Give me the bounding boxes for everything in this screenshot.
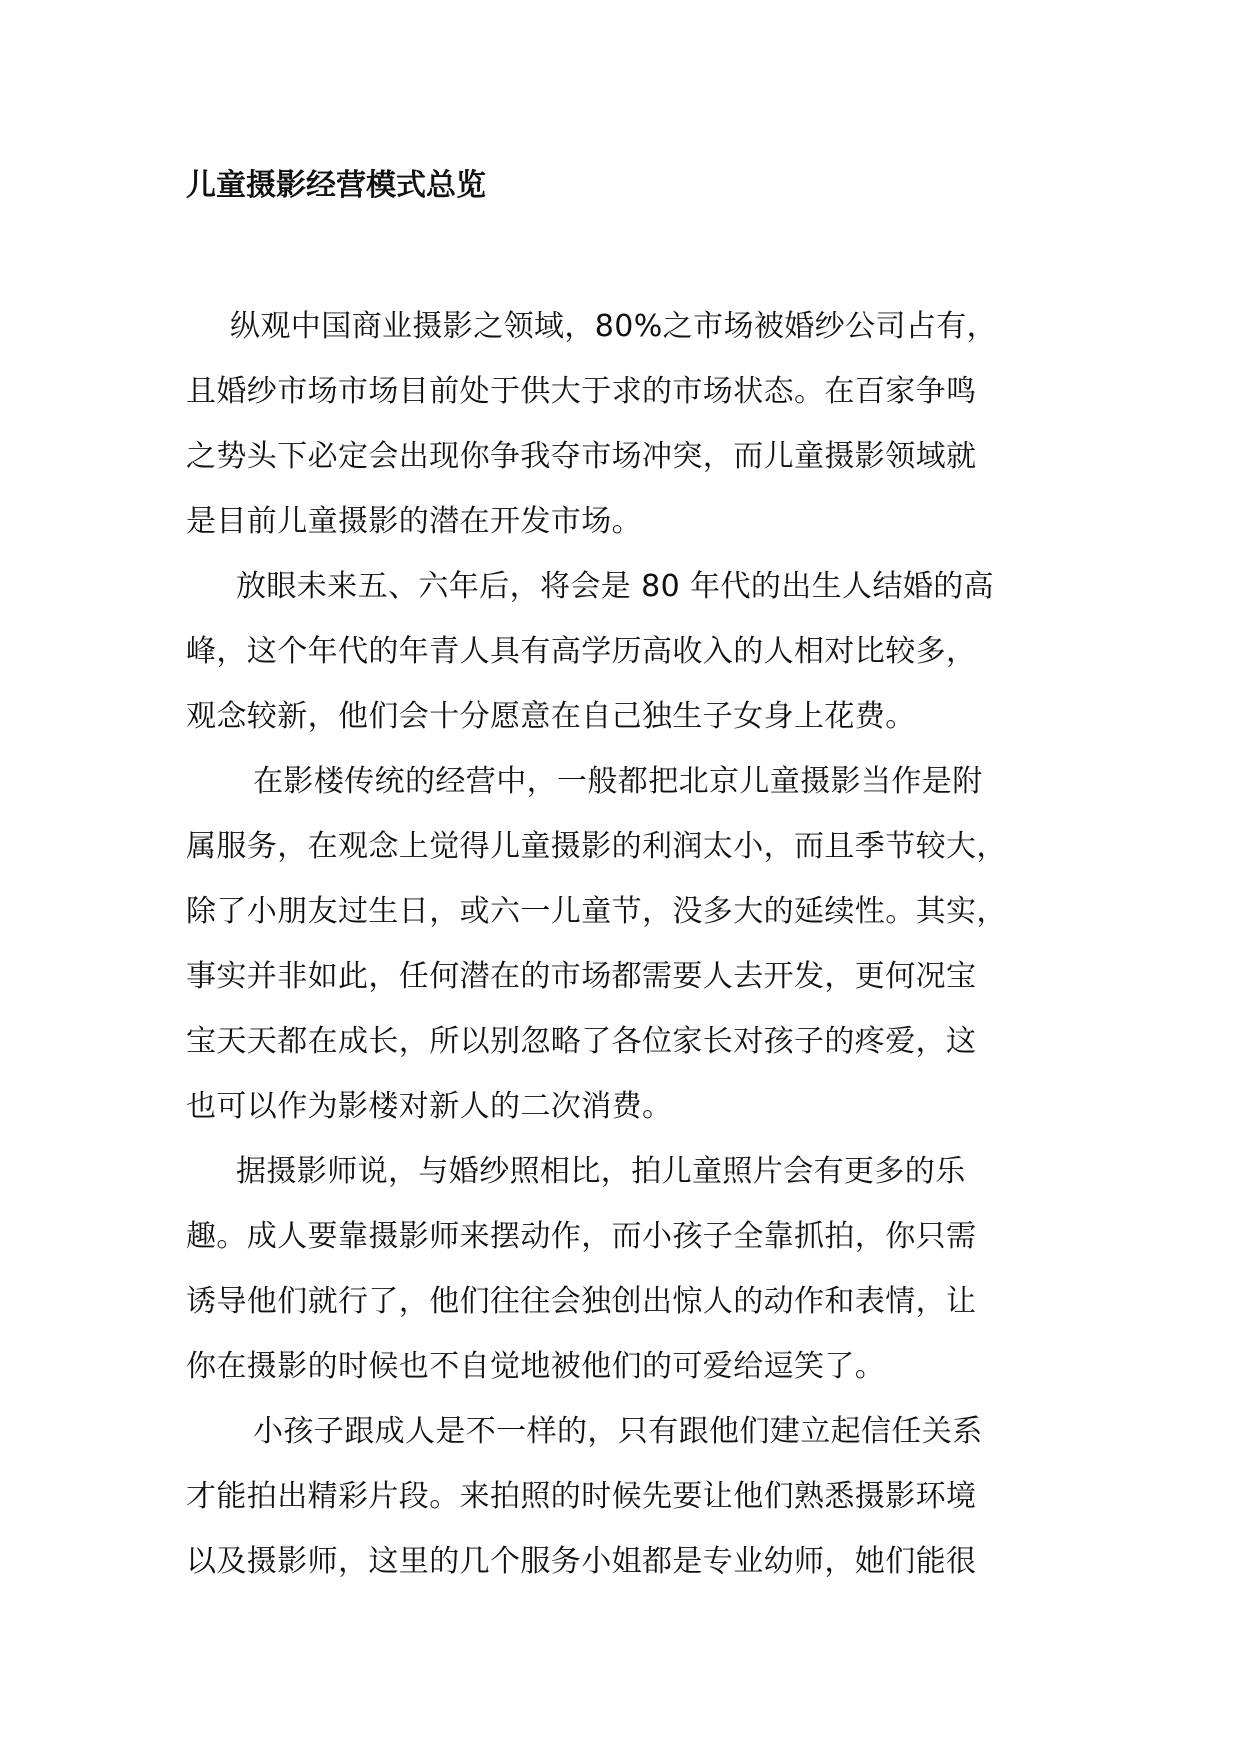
paragraph-line: 诱导他们就行了，他们往往会独创出惊人的动作和表情，让 <box>186 1284 977 1319</box>
paragraph-line: 小孩子跟成人是不一样的，只有跟他们建立起信任关系 <box>253 1414 983 1449</box>
paragraph-line: 宝天天都在成长，所以别忽略了各位家长对孩子的疼爱，这 <box>186 1024 977 1059</box>
paragraph-line: 你在摄影的时候也不自觉地被他们的可爱给逗笑了。 <box>186 1349 886 1384</box>
paragraph <box>186 554 1058 749</box>
paragraph <box>186 749 1058 1139</box>
paragraph-line: 观念较新，他们会十分愿意在自己独生子女身上花费。 <box>186 699 916 734</box>
paragraph-line: 以及摄影师，这里的几个服务小姐都是专业幼师，她们能很 <box>186 1544 977 1579</box>
paragraph <box>186 1399 1058 1594</box>
paragraph-line: 才能拍出精彩片段。来拍照的时候先要让他们熟悉摄影环境 <box>186 1479 977 1514</box>
paragraph-line: 峰，这个年代的年青人具有高学历高收入的人相对比较多， <box>186 634 977 669</box>
paragraph-line: 事实并非如此，任何潜在的市场都需要人去开发，更何况宝 <box>186 959 977 994</box>
paragraph-line: 是目前儿童摄影的潜在开发市场。 <box>186 504 642 539</box>
document-title: 儿童摄影经营模式总览 <box>186 168 486 203</box>
paragraph-line: 属服务，在观念上觉得儿童摄影的利润太小，而且季节较大， <box>186 829 1007 864</box>
paragraph-line: 据摄影师说，与婚纱照相比，拍儿童照片会有更多的乐 <box>236 1154 966 1189</box>
paragraph-line: 放眼未来五、六年后，将会是 80 年代的出生人结婚的高 <box>236 569 995 604</box>
paragraph-line: 之势头下必定会出现你争我夺市场冲突，而儿童摄影领域就 <box>186 439 977 474</box>
paragraph-line: 趣。成人要靠摄影师来摆动作，而小孩子全靠抓拍，你只需 <box>186 1219 977 1254</box>
paragraph-line: 在影楼传统的经营中，一般都把北京儿童摄影当作是附 <box>253 764 983 799</box>
paragraph <box>186 1139 1058 1399</box>
paragraph-line: 且婚纱市场市场目前处于供大于求的市场状态。在百家争鸣 <box>186 374 977 409</box>
paragraph-line: 也可以作为影楼对新人的二次消费。 <box>186 1089 673 1124</box>
paragraph-line: 除了小朋友过生日，或六一儿童节，没多大的延续性。其实， <box>186 894 1007 929</box>
paragraph-line: 纵观中国商业摄影之领域，80%之市场被婚纱公司占有， <box>230 309 998 344</box>
paragraph <box>186 294 1058 554</box>
document-body <box>186 294 1058 1594</box>
